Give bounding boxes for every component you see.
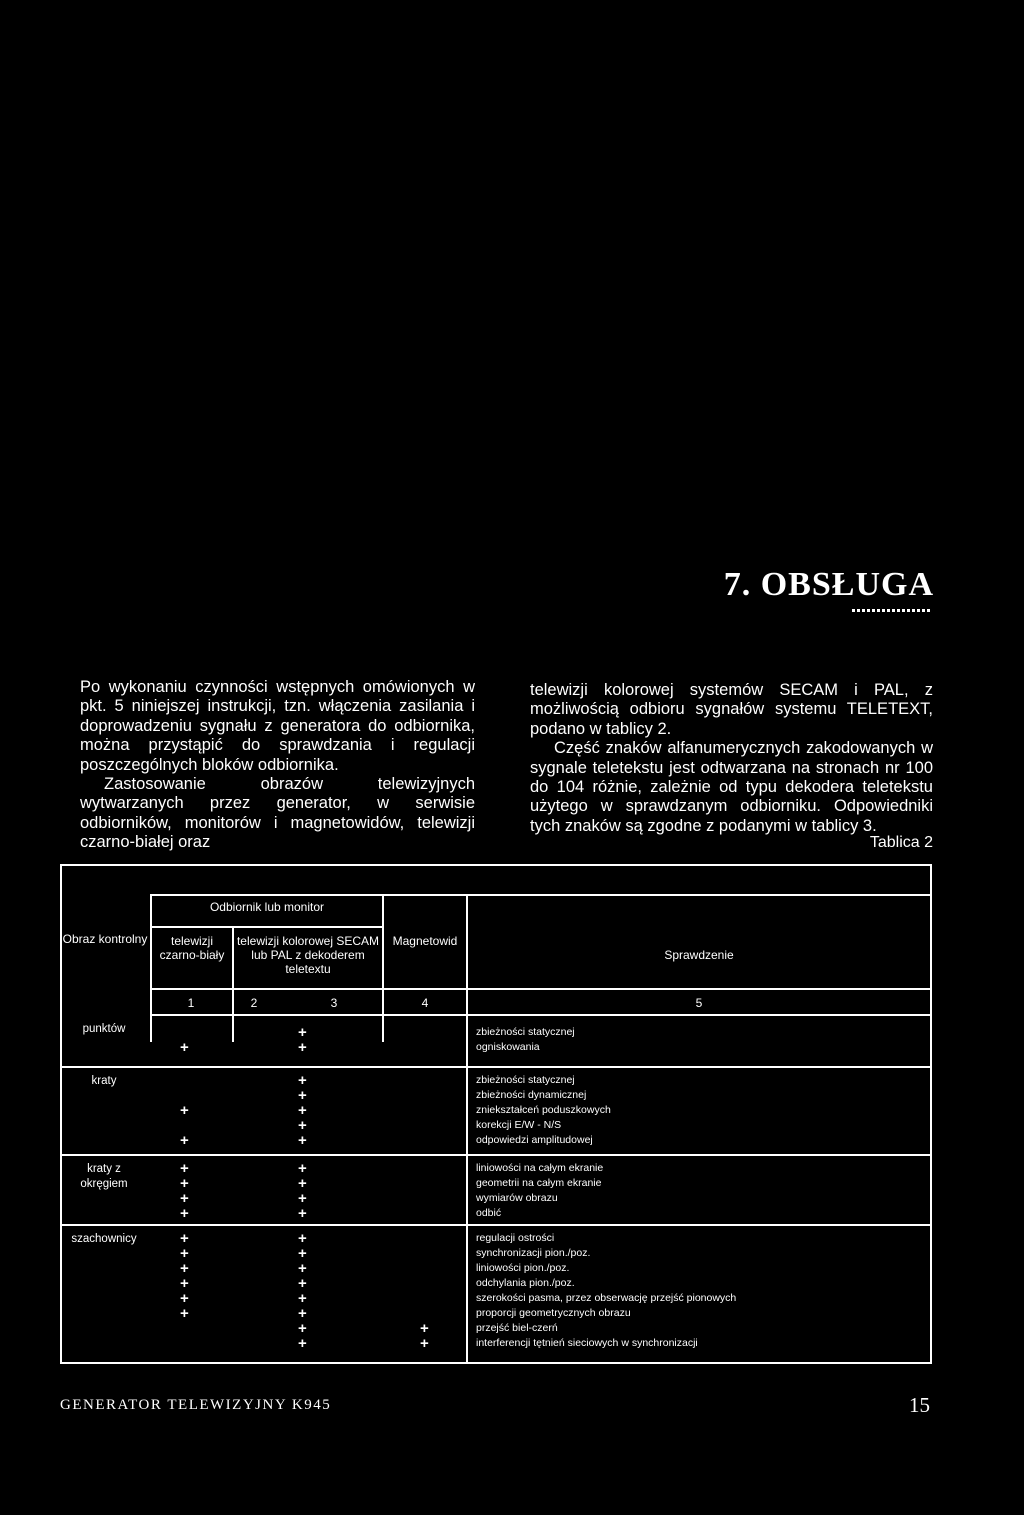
plus-mark: + — [298, 1160, 307, 1177]
plus-mark: + — [298, 1245, 307, 1262]
header-group: Odbiornik lub monitor — [209, 900, 325, 914]
table-rule — [150, 1014, 932, 1016]
check-description: geometrii na całym ekranie — [476, 1177, 602, 1189]
check-description: synchronizacji pion./poz. — [476, 1247, 591, 1259]
check-description: wymiarów obrazu — [476, 1192, 558, 1204]
plus-mark: + — [298, 1205, 307, 1222]
row-label-punktow: punktów — [82, 1023, 126, 1035]
check-description: zniekształceń poduszkowych — [476, 1104, 611, 1116]
check-description: interferencji tętnień sieciowych w synchronizacji — [476, 1337, 698, 1349]
check-description: zbieżności dynamicznej — [476, 1089, 587, 1101]
check-description: odbić — [476, 1207, 502, 1219]
plus-mark: + — [180, 1305, 189, 1322]
column-number: 1 — [187, 996, 195, 1010]
plus-mark: + — [180, 1275, 189, 1292]
check-description: korekcji E/W - N/S — [476, 1119, 562, 1131]
plus-mark: + — [180, 1190, 189, 1207]
plus-mark: + — [180, 1245, 189, 1262]
plus-mark: + — [180, 1160, 189, 1177]
plus-mark: + — [298, 1175, 307, 1192]
table-rule — [60, 1224, 932, 1226]
paragraph: telewizji kolorowej systemów SECAM i PAL, z możliwością odbioru sygnałów systemu TELETEXT, podano w tablicy 2. — [530, 681, 933, 738]
plus-mark: + — [298, 1230, 307, 1247]
table-rule — [232, 926, 234, 1042]
table-rule — [150, 926, 384, 928]
header-col-2: telewizji czarno-biały — [159, 934, 225, 962]
table-rule — [150, 894, 932, 896]
table-border-top — [60, 864, 932, 866]
page-number: 15 — [909, 1393, 930, 1417]
check-description: zbieżności statycznej — [476, 1074, 575, 1086]
paragraph: Część znaków alfanumerycznych zakodowanych w sygnale teletekstu jest odtwarzana na stronach nr 100 do 104 różnie, zależnie od typu dekodera teletekstu użytego w sprawdzanym odbiorniku. Odpowiedniki tych znaków są zgodne z podanymi w tablicy 3. — [530, 739, 933, 835]
table-border-right — [930, 864, 932, 1364]
check-description: przejść biel-czerń — [476, 1322, 558, 1334]
column-number: 5 — [695, 996, 703, 1010]
check-description: ogniskowania — [476, 1041, 540, 1053]
column-number: 3 — [330, 996, 338, 1010]
row-label-kraty-z-okregiem: kraty z okręgiem — [80, 1163, 128, 1190]
check-description: szerokości pasma, przez obserwację przejść pionowych — [476, 1292, 737, 1304]
plus-mark: + — [180, 1230, 189, 1247]
table-rule — [150, 988, 932, 990]
paragraph: Zastosowanie obrazów telewizyjnych wytwarzanych przez generator, w serwisie odbiorników, monitorów i magnetowidów, telewizji czarno-białej oraz — [80, 775, 475, 852]
check-description: liniowości na całym ekranie — [476, 1162, 604, 1174]
plus-mark: + — [298, 1102, 307, 1119]
table-rule — [150, 894, 152, 1042]
plus-mark: + — [180, 1290, 189, 1307]
section-title-underline — [852, 609, 932, 612]
row-label-szachownicy: szachownicy — [71, 1233, 137, 1245]
plus-mark: + — [180, 1205, 189, 1222]
header-col-3: telewizji kolorowej SECAM lub PAL z dekoderem teletextu — [236, 934, 380, 976]
check-description: proporcji geometrycznych obrazu — [476, 1307, 631, 1319]
table-border-bottom — [60, 1362, 932, 1364]
table-rule — [466, 1014, 468, 1364]
header-col-5: Sprawdzenie — [664, 948, 734, 962]
column-number: 2 — [250, 996, 258, 1010]
header-col-1: Obraz kontrolny — [62, 932, 148, 946]
plus-mark: + — [298, 1275, 307, 1292]
table-caption: Tablica 2 — [869, 834, 933, 851]
plus-mark: + — [180, 1102, 189, 1119]
plus-mark: + — [298, 1260, 307, 1277]
column-number: 4 — [421, 996, 429, 1010]
paragraph: Po wykonaniu czynności wstępnych omówionych w pkt. 5 niniejszej instrukcji, tzn. włączenia zasilania i doprowadzeniu sygnału z generatora do odbiornika, można przystąpić do sprawdzania i regulacji poszczególnych bloków odbiornika. — [80, 678, 475, 774]
plus-mark: + — [420, 1320, 429, 1337]
table-rule — [60, 1066, 932, 1068]
table-rule — [60, 1154, 932, 1156]
header-col-4: Magnetowid — [392, 934, 458, 948]
right-column — [530, 681, 933, 836]
check-description: odpowiedzi amplitudowej — [476, 1134, 593, 1146]
plus-mark: + — [298, 1072, 307, 1089]
plus-mark: + — [298, 1335, 307, 1352]
plus-mark: + — [298, 1039, 307, 1056]
section-title: 7. OBSŁUGA — [723, 566, 934, 603]
left-column — [80, 678, 475, 853]
plus-mark: + — [180, 1132, 189, 1149]
plus-mark: + — [298, 1290, 307, 1307]
check-description: liniowości pion./poz. — [476, 1262, 570, 1274]
check-description: odchylania pion./poz. — [476, 1277, 575, 1289]
check-description: zbieżności statycznej — [476, 1026, 575, 1038]
plus-mark: + — [180, 1260, 189, 1277]
check-description: regulacji ostrości — [476, 1232, 555, 1244]
plus-mark: + — [298, 1087, 307, 1104]
plus-mark: + — [298, 1132, 307, 1149]
plus-mark: + — [298, 1117, 307, 1134]
plus-mark: + — [420, 1335, 429, 1352]
plus-mark: + — [298, 1320, 307, 1337]
plus-mark: + — [180, 1039, 189, 1056]
plus-mark: + — [298, 1190, 307, 1207]
table-2 — [60, 864, 932, 1364]
table-rule — [382, 894, 384, 1042]
plus-mark: + — [298, 1305, 307, 1322]
footer-title: GENERATOR TELEWIZYJNY K945 — [60, 1397, 332, 1413]
row-label-kraty: kraty — [91, 1075, 117, 1087]
plus-mark: + — [298, 1024, 307, 1041]
plus-mark: + — [180, 1175, 189, 1192]
